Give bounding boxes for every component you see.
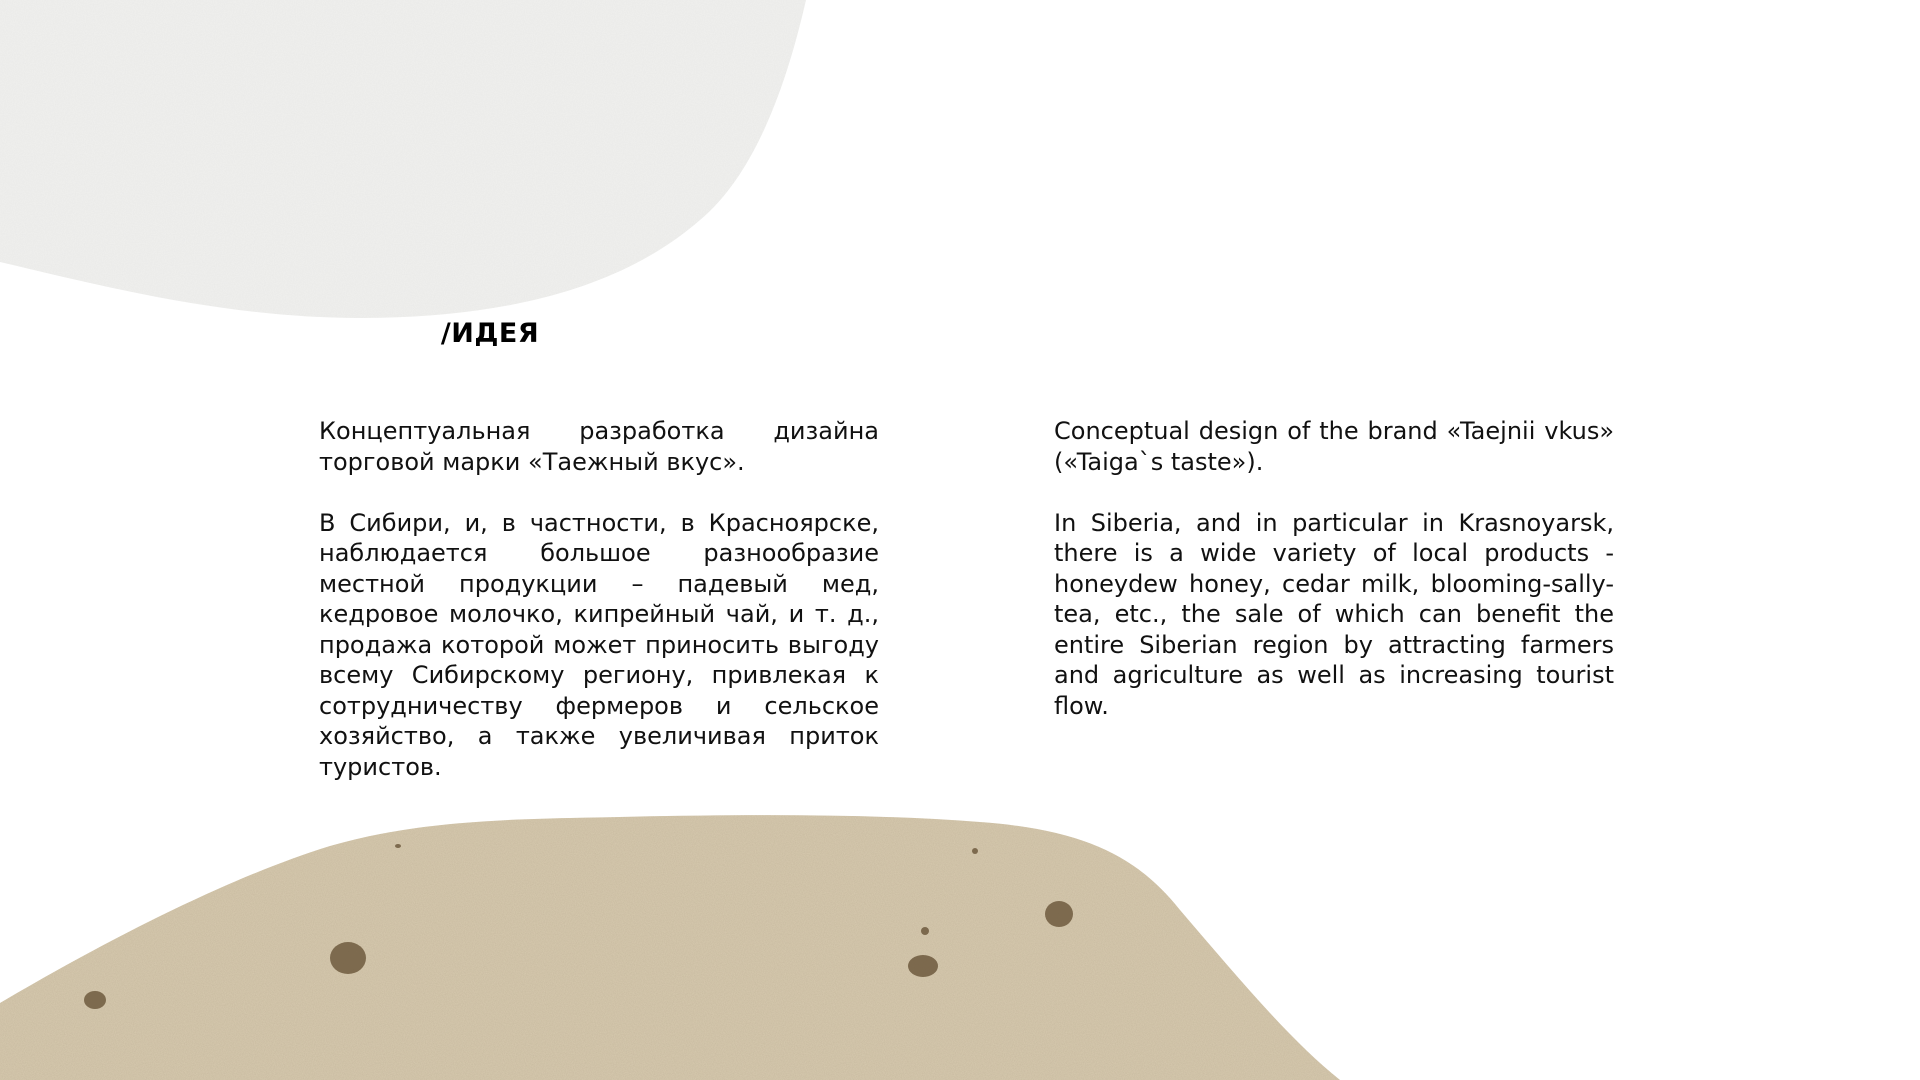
ru-paragraph-1: Концептуальная разработка дизайна торговой марки «Таежный вкус». xyxy=(319,417,879,476)
en-paragraph-1: Conceptual design of the brand «Taejnii vkus» («Taiga`s taste»). xyxy=(1054,417,1614,476)
ru-paragraph-2: В Сибири, и, в частности, в Красноярске, наблюдается большое разнообразие местной продукции – падевый мед, кедровое молочко, кипрейный чай, и т. д., продажа которой может приносить выгоду всему Сибирскому региону, привлекая к сотрудничеству фермеров и сельское хозяйство, а также увеличивая приток туристов. xyxy=(319,508,879,781)
section-heading: /ИДЕЯ xyxy=(440,318,540,349)
russian-text-column xyxy=(319,416,879,813)
en-paragraph-2: In Siberia, and in particular in Krasnoyarsk, there is a wide variety of local products - honeydew honey, cedar milk, blooming-sally-tea, etc., the sale of which can benefit the entire Siberian region by attracting farmers and agriculture as well as increasing tourist flow. xyxy=(1054,508,1614,720)
white-paper-shape xyxy=(0,0,806,318)
english-text-column xyxy=(1054,416,1614,752)
kraft-paper-shape xyxy=(0,815,1340,1080)
